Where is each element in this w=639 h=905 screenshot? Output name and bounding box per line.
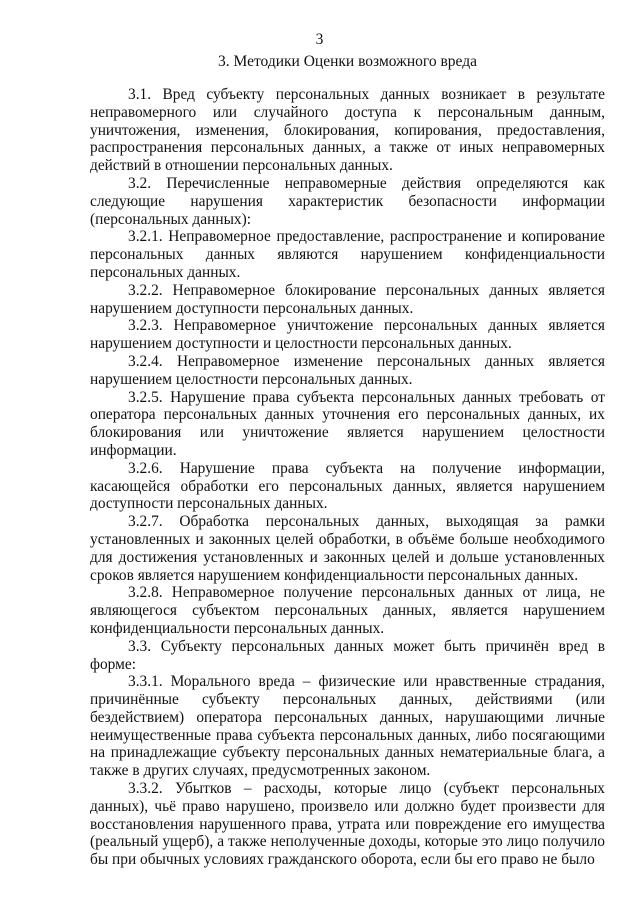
paragraph-3-2-5: 3.2.5. Нарушение права субъекта персональных данных требовать от оператора персональных данных уточнения его персональных данных, их блокирования или уничтожение является нарушением целостности информации. bbox=[90, 388, 605, 459]
paragraph-3-1: 3.1. Вред субъекту персональных данных возникает в результате неправомерного или случайного доступа к персональным данным, уничтожения, изменения, блокирования, копирования, предоставления, распространения персональных данных, а также от иных неправомерных действий в отношении персональных данных. bbox=[90, 86, 605, 175]
paragraph-3-2-1: 3.2.1. Неправомерное предоставление, распространение и копирование персональных данных являются нарушением конфиденциальности персональных данных. bbox=[90, 228, 605, 281]
document-body bbox=[90, 86, 605, 869]
section-title: 3. Методики Оценки возможного вреда bbox=[218, 53, 477, 70]
paragraph-3-3-1: 3.3.1. Морального вреда – физические или нравственные страдания, причинённые субъекту персональных данных, действиями (или бездействием) оператора персональных данных, нарушающими личные неимущественные права субъекта персональных данных, либо посягающими на принадлежащие субъекту персональных данных нематериальные блага, а также в других случаях, предусмотренных законом. bbox=[90, 673, 605, 780]
paragraph-3-3-2: 3.3.2. Убытков – расходы, которые лицо (субъект персональных данных), чьё право нарушено, произвело или должно будет произвести для восстановления нарушенного права, утрата или повреждение его имущества (реальный ущерб), а также неполученные доходы, которые это лицо получило бы при обычных условиях гражданского оборота, если бы его право не было bbox=[90, 780, 605, 869]
paragraph-3-3: 3.3. Субъекту персональных данных может быть причинён вред в форме: bbox=[90, 637, 605, 673]
paragraph-3-2: 3.2. Перечисленные неправомерные действия определяются как следующие нарушения характеристик безопасности информации (персональных данных): bbox=[90, 174, 605, 228]
paragraph-3-2-3: 3.2.3. Неправомерное уничтожение персональных данных является нарушением доступности и целостности персональных данных. bbox=[90, 317, 605, 353]
paragraph-3-2-4: 3.2.4. Неправомерное изменение персональных данных является нарушением целостности персональных данных. bbox=[90, 352, 605, 388]
paragraph-3-2-8: 3.2.8. Неправомерное получение персональных данных от лица, не являющегося субъектом персональных данных, является нарушением конфиденциальности персональных данных. bbox=[90, 584, 605, 637]
paragraph-3-2-2: 3.2.2. Неправомерное блокирование персональных данных является нарушением доступности персональных данных. bbox=[90, 281, 605, 317]
paragraph-3-2-7: 3.2.7. Обработка персональных данных, выходящая за рамки установленных и законных целей обработки, в объёме больше необходимого для достижения установленных и законных целей и дольше установленных сроков является нарушением конфиденциальности персональных данных. bbox=[90, 513, 605, 584]
page-number: 3 bbox=[315, 31, 324, 48]
paragraph-3-2-6: 3.2.6. Нарушение права субъекта на получение информации, касающейся обработки его персональных данных, является нарушением доступности персональных данных. bbox=[90, 459, 605, 513]
